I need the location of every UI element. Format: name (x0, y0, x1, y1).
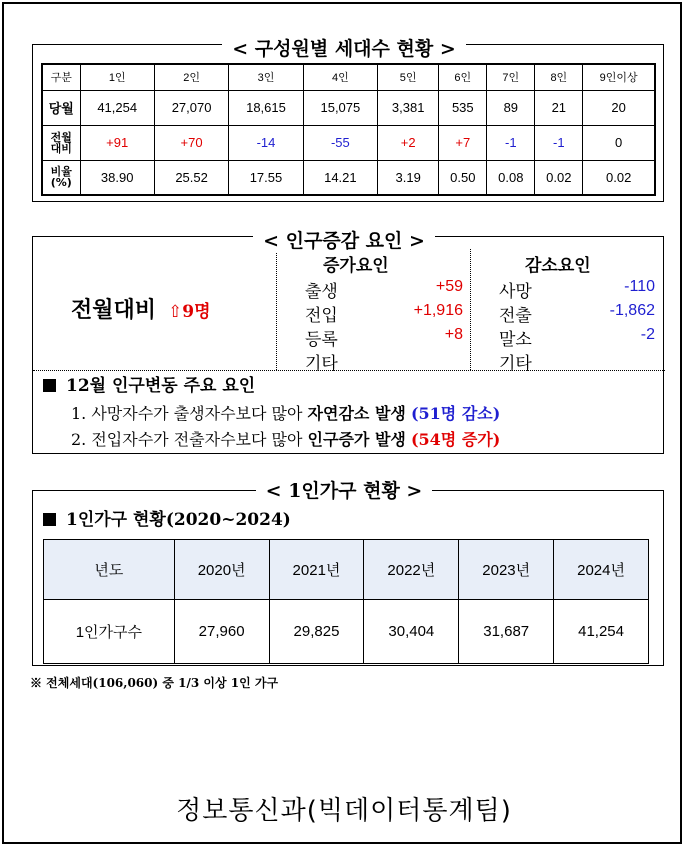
header-cell: 2인 (154, 64, 228, 90)
decrease-item-label: 사망 (499, 282, 532, 302)
table-cell: 17.55 (229, 160, 303, 195)
table-cell: 0.02 (583, 160, 655, 195)
header-cell: 5인 (378, 64, 439, 90)
table-cell: -1 (487, 125, 535, 160)
compare-value: ⇧9명 (168, 302, 211, 322)
compare-label: 전월대비 (71, 297, 157, 323)
header-cell: 1인 (80, 64, 154, 90)
single-household-title: < 1인가구 현황 > (4, 476, 684, 503)
single-household-subheading: 1인가구 현황(2020~2024) (43, 505, 291, 530)
header-cell: 2020년 (174, 540, 269, 600)
factor-text: 2. 전입자수가 전출자수보다 많아 (71, 430, 308, 449)
table-cell: 31,687 (459, 600, 554, 664)
table-row (42, 125, 655, 160)
increase-item-label: 등록 (305, 330, 338, 350)
header-cell: 2021년 (269, 540, 364, 600)
table-header-row (42, 64, 655, 90)
square-bullet-icon (43, 379, 56, 392)
table-cell: 3,381 (378, 90, 439, 125)
table-cell: 535 (439, 90, 487, 125)
factor-text: 1. 사망자수가 출생자수보다 많아 (71, 404, 308, 423)
table-cell: 38.90 (80, 160, 154, 195)
divider (276, 249, 277, 370)
table-cell: 27,960 (174, 600, 269, 664)
header-cell: 4인 (303, 64, 377, 90)
factor-amount: (54명 증가) (410, 430, 501, 449)
row-label: 비율 (%) (42, 160, 80, 195)
table-cell: 0.08 (487, 160, 535, 195)
row-label: 전월 대비 (42, 125, 80, 160)
table-cell: 41,254 (80, 90, 154, 125)
household-composition-table (41, 63, 656, 196)
factor-result: 인구증가 발생 (307, 430, 406, 449)
table-cell: 15,075 (303, 90, 377, 125)
footnote: ※ 전체세대(106,060) 중 1/3 이상 1인 가구 (30, 676, 279, 690)
table-cell: 89 (487, 90, 535, 125)
header-cell: 구분 (42, 64, 80, 90)
increase-item-label: 기타 (305, 354, 338, 374)
decrease-heading: 감소요인 (525, 256, 591, 276)
increase-item-label: 출생 (305, 282, 338, 302)
report-page (2, 2, 682, 844)
table-cell: 0.02 (535, 160, 583, 195)
square-bullet-icon (43, 513, 56, 526)
table-row (42, 160, 655, 195)
factor-line (71, 401, 500, 424)
row-label: 당월 (42, 90, 80, 125)
single-household-box (32, 490, 664, 666)
increase-item-value: +8 (444, 326, 463, 343)
increase-item-value: +1,916 (413, 302, 463, 319)
single-household-table (43, 539, 649, 664)
household-composition-title: < 구성원별 세대수 현황 > (4, 34, 684, 61)
factor-amount: (51명 감소) (410, 404, 501, 423)
decrease-item-label: 말소 (499, 330, 532, 350)
header-cell: 2023년 (459, 540, 554, 600)
header-cell: 년도 (44, 540, 175, 600)
table-cell: 41,254 (554, 600, 649, 664)
increase-item-label: 전입 (305, 306, 338, 326)
increase-item-value: +59 (435, 278, 463, 295)
header-cell: 7인 (487, 64, 535, 90)
household-composition-box (32, 44, 664, 202)
factor-result: 자연감소 발생 (307, 404, 406, 423)
population-change-title: < 인구증감 요인 > (4, 226, 684, 253)
divider (470, 249, 471, 370)
decrease-item-value: -2 (640, 326, 655, 343)
table-cell: 21 (535, 90, 583, 125)
month-over-month-change (71, 293, 211, 324)
table-cell: 3.19 (378, 160, 439, 195)
table-cell: 29,825 (269, 600, 364, 664)
table-cell: +7 (439, 125, 487, 160)
table-cell: 0.50 (439, 160, 487, 195)
header-cell: 9인이상 (583, 64, 655, 90)
row-label: 1인가구수 (44, 600, 175, 664)
table-cell: -14 (229, 125, 303, 160)
table-cell: +91 (80, 125, 154, 160)
factor-line (71, 427, 500, 450)
table-row (42, 90, 655, 125)
table-cell: 20 (583, 90, 655, 125)
header-cell: 2022년 (364, 540, 459, 600)
table-cell: 25.52 (154, 160, 228, 195)
table-cell: +2 (378, 125, 439, 160)
increase-heading: 증가요인 (323, 256, 389, 276)
table-cell: -55 (303, 125, 377, 160)
decrease-item-label: 전출 (499, 306, 532, 326)
decrease-item-label: 기타 (499, 354, 532, 374)
table-cell: 27,070 (154, 90, 228, 125)
table-cell: 14.21 (303, 160, 377, 195)
population-change-box (32, 236, 664, 454)
department-name: 정보통신과(빅데이터통계팀) (176, 796, 512, 826)
table-cell: 0 (583, 125, 655, 160)
table-cell: +70 (154, 125, 228, 160)
header-cell: 3인 (229, 64, 303, 90)
header-cell: 6인 (439, 64, 487, 90)
table-cell: -1 (535, 125, 583, 160)
table-cell: 18,615 (229, 90, 303, 125)
table-cell: 30,404 (364, 600, 459, 664)
decrease-item-value: -110 (624, 278, 655, 295)
factors-heading: 12월 인구변동 주요 요인 (43, 371, 255, 396)
decrease-item-value: -1,862 (609, 302, 655, 319)
header-cell: 2024년 (554, 540, 649, 600)
header-cell: 8인 (535, 64, 583, 90)
